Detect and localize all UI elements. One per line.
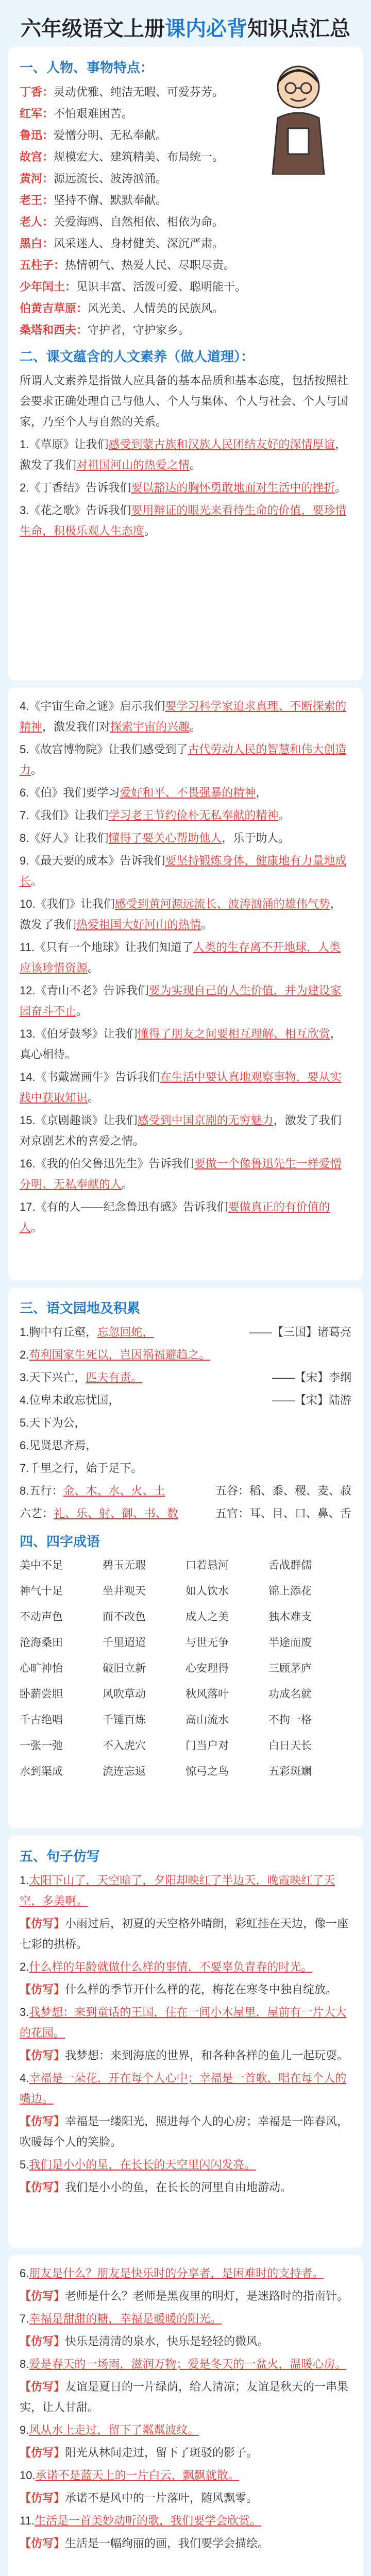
teacher-avatar-icon xyxy=(255,56,342,175)
quote-underlined: 礼、乐、射、御、书、数 xyxy=(54,1507,179,1520)
quote-text xyxy=(20,1390,120,1411)
people-name: 伯黄吉草原： xyxy=(20,302,88,315)
sentence-text: 爱是春天的一场雨，滋润万物；爱是冬天的一盆火，温暖心房。 xyxy=(29,2358,347,2370)
quote-source: 五官：耳、目、口、鼻、舌 xyxy=(215,1507,351,1520)
people-desc: 守护者，守护家乡。 xyxy=(88,324,190,336)
item-text: 《我们》让我们 xyxy=(29,809,109,822)
item-text: 。 xyxy=(201,918,213,931)
page-title xyxy=(8,5,363,47)
idiom: 惊弓之鸟 xyxy=(185,1766,229,1777)
sentence-text: 我梦想：来到童话的王国，住在一间小木屋里，屋前有一片大大的花园。 xyxy=(20,2006,347,2039)
people-item xyxy=(20,276,351,298)
item-text: 。 xyxy=(335,481,347,494)
imitation-text: 老师是什么？老师是黑夜里的明灯，是迷路时的指南针。 xyxy=(65,2290,349,2302)
title-suffix: 知识点汇总 xyxy=(247,18,350,40)
imitation-label: 【仿写】 xyxy=(20,2115,65,2128)
idiom: 高山流水 xyxy=(185,1714,229,1726)
section-people-heading: 一、人物、事物特点： xyxy=(20,60,154,75)
item-text: 《故宫博物院》让我们感受到了 xyxy=(29,743,188,756)
item-number: 9. xyxy=(20,854,29,867)
item-number: 17. xyxy=(20,1200,36,1213)
idiom: 碧玉无瑕 xyxy=(103,1560,146,1571)
imitation-label: 【仿写】 xyxy=(20,1983,65,1996)
sentence-example xyxy=(20,2263,351,2284)
idiom: 口若悬河 xyxy=(185,1560,229,1571)
item-text: 。 xyxy=(190,459,201,471)
theme-item xyxy=(20,851,351,892)
item-underlined: 要学习科学家追求真理、不断探索的精神 xyxy=(20,700,347,733)
item-underlined: 要做一个像鲁迅先生一样爱憎分明、无私奉献的人 xyxy=(20,1157,342,1191)
imitation-label: 【仿写】 xyxy=(20,2492,65,2504)
theme-item xyxy=(20,1154,351,1195)
sentence-example xyxy=(20,2155,351,2175)
imitation-text: 小雨过后，初夏的天空格外晴朗，彩虹挂在天边，像一座七彩的拱桥。 xyxy=(20,1917,349,1951)
people-desc: 热情朝气、热爱人民、尽职尽责。 xyxy=(65,259,235,272)
imitation-label: 【仿写】 xyxy=(20,2181,65,2194)
quote-source: ——【宋】陆游 xyxy=(272,1394,351,1406)
sentence-example xyxy=(20,2465,351,2486)
sentence-text: 生活是一首美妙动听的歌，我们要学会欣赏。 xyxy=(34,2514,261,2527)
quote-prefix: 天下兴亡， xyxy=(29,1371,86,1384)
idiom: 千里迢迢 xyxy=(103,1637,146,1649)
item-underlined: 探索宇宙的兴趣 xyxy=(110,720,190,733)
theme-item xyxy=(20,696,351,737)
card-characteristics xyxy=(8,47,363,681)
item-number: 7. xyxy=(20,809,29,822)
people-desc: 坚持不懈、默默奉献。 xyxy=(54,194,167,207)
theme-item xyxy=(20,828,351,849)
item-underlined: 懂得了要关心帮助他人 xyxy=(108,832,222,844)
sentence-number: 9. xyxy=(20,2424,29,2436)
quote-prefix: 见贤思齐焉， xyxy=(29,1439,97,1452)
imitation-text: 友谊是夏日的一片绿荫，给人清凉；友谊是秋天的一串果实，让人甘甜。 xyxy=(20,2380,349,2414)
item-text: 《只有一个地球》让我们知道了 xyxy=(34,941,193,954)
imitation-text: 我们是小小的鱼，在长长的河里自由地游动。 xyxy=(65,2181,292,2194)
theme-item xyxy=(20,1110,351,1151)
item-text: ，激发我们对 xyxy=(42,720,111,733)
sentence-example xyxy=(20,2354,351,2375)
people-desc: 风采迷人、身材健美、深沉严肃。 xyxy=(54,237,224,250)
quote-prefix: 千里之行，始于足下。 xyxy=(29,1462,143,1475)
people-desc: 风光美、人情美的民族风。 xyxy=(88,302,224,315)
item-number: 1. xyxy=(20,438,29,451)
sentence-number: 3. xyxy=(20,2006,29,2019)
item-underlined: 要做真正的有价值的人 xyxy=(20,1200,330,1234)
item-text: 。 xyxy=(31,764,43,776)
item-number: 13. xyxy=(20,1027,36,1040)
item-text: 《伯牙鼓琴》让我们 xyxy=(35,1027,138,1040)
people-name: 丁香： xyxy=(20,86,54,98)
theme-item xyxy=(20,783,351,803)
item-underlined: 要坚持锻炼身体，健康地有力量地成长 xyxy=(20,854,347,888)
quote-prefix: 位卑未敢忘忧国， xyxy=(29,1394,120,1406)
theme-item xyxy=(20,500,351,541)
idiom: 水到渠成 xyxy=(20,1766,63,1777)
theme-item xyxy=(20,1024,351,1065)
quote-source: ——【宋】李纲 xyxy=(272,1371,351,1384)
section-idioms-heading: 四、四字成语 xyxy=(20,1534,100,1549)
quotes-list xyxy=(20,1322,351,1524)
people-name: 黄河： xyxy=(20,172,54,185)
imitation xyxy=(20,2443,351,2463)
sentence-text: 幸福是一朵花，开在每个人心中；幸福是一首歌，唱在每个人的嘴边。 xyxy=(20,2072,347,2105)
item-text: 。 xyxy=(31,1221,43,1234)
people-desc: 关爱海鸥、自然相依、相依为命。 xyxy=(54,215,224,228)
imitation xyxy=(20,2177,351,2198)
quote-prefix: 天下为公， xyxy=(29,1416,86,1429)
item-underlined: 热爱祖国大好河山的热情 xyxy=(76,918,201,931)
item-text: 。 xyxy=(76,1005,88,1018)
imitation xyxy=(20,2488,351,2509)
people-name: 桑塔和西夫： xyxy=(20,324,88,336)
section-accumulation-heading: 三、语文园地及积累 xyxy=(20,1300,141,1316)
people-item xyxy=(20,255,351,276)
idiom: 千锤百炼 xyxy=(103,1714,146,1726)
idiom: 心安理得 xyxy=(185,1663,229,1674)
people-item xyxy=(20,190,351,211)
idiom: 不拘一格 xyxy=(268,1714,312,1726)
idiom: 不入虎穴 xyxy=(103,1740,146,1752)
idiom: 独木难支 xyxy=(268,1611,312,1623)
item-number: 16. xyxy=(20,1157,36,1170)
theme-item xyxy=(20,478,351,498)
item-text: 。 xyxy=(88,1091,99,1104)
item-text: 《花之歌》告诉我们 xyxy=(29,504,131,517)
idiom: 门当户对 xyxy=(185,1740,229,1752)
sentence-text: 朋友是什么？朋友是快乐时的分享者，是困难时的支持者。 xyxy=(29,2267,324,2280)
item-text: ，真心相待。 xyxy=(20,1027,342,1061)
imitation xyxy=(20,1979,351,2000)
imitation-text: 幸福是一缕阳光，照进每个人的心房；幸福是一阵春风，吹暖每个人的笑脸。 xyxy=(20,2115,349,2148)
section-theme-heading: 二、课文蕴含的人文素养（做人道理）： xyxy=(20,349,255,364)
section-sentence-heading: 五、句子仿写 xyxy=(20,1849,100,1864)
idiom: 千古绝唱 xyxy=(20,1714,63,1726)
item-underlined: 人类的生存离不开地球，人类应该珍惜资源 xyxy=(20,941,341,974)
item-text: 《书戴嵩画牛》告诉我们 xyxy=(35,1071,160,1083)
sentence-text: 承诺不是蓝天上的一片白云，飘飘就散。 xyxy=(35,2469,240,2482)
item-number: 12. xyxy=(20,984,36,997)
item-underlined: 要用辩证的眼光来看待生命的价值，要珍惜生命，积极乐观人生态度 xyxy=(20,504,347,537)
item-number: 11. xyxy=(20,941,35,954)
imitation-label: 【仿写】 xyxy=(20,2335,65,2348)
item-number: 8. xyxy=(20,832,29,844)
item-text: 《青山不老》告诉我们 xyxy=(35,984,149,997)
title-highlight: 课内必背 xyxy=(165,18,247,40)
imitation-label: 【仿写】 xyxy=(20,2380,65,2393)
idiom: 美中不足 xyxy=(20,1560,63,1571)
quote-source: ——【三国】诸葛亮 xyxy=(249,1326,351,1338)
imitation xyxy=(20,2286,351,2307)
quote-underlined: 忘忽回蛇， xyxy=(97,1326,154,1338)
card-sentence-imitation xyxy=(8,1836,363,2248)
quote-item xyxy=(20,1435,351,1456)
quote-text xyxy=(20,1435,97,1456)
item-text: ，激发了我们对京剧艺术的喜爱之情。 xyxy=(20,1114,342,1147)
card-sentence-imitation-continued xyxy=(8,2255,363,2576)
item-number: 3. xyxy=(20,504,29,517)
idiom: 不动声色 xyxy=(20,1611,63,1623)
quote-text xyxy=(20,1367,142,1388)
idiom: 一张一弛 xyxy=(20,1740,63,1752)
people-name: 五柱子： xyxy=(20,259,65,272)
item-text: 《我们》让我们 xyxy=(35,897,115,910)
item-text: 。 xyxy=(144,524,156,537)
sentence-number: 2. xyxy=(20,1960,29,1973)
item-underlined: 感受到蒙古族和汉族人民团结友好的深情厚谊 xyxy=(108,438,335,451)
title-prefix: 六年级语文上册 xyxy=(21,18,165,40)
theme-items-b xyxy=(20,696,351,1238)
quote-item xyxy=(20,1390,351,1411)
card-accumulation xyxy=(8,1287,363,1828)
people-name: 黑白： xyxy=(20,237,54,250)
sentence-text: 幸福是甜甜的糖，幸福是暖暖的阳光。 xyxy=(29,2312,222,2325)
theme-items-a xyxy=(20,434,351,541)
quote-text xyxy=(20,1503,178,1524)
item-underlined: 学习老王节约俭朴无私奉献的精神 xyxy=(108,809,279,822)
sentence-text: 什么样的年龄就做什么样的事情，不要辜负青春的时光。 xyxy=(29,1960,313,1973)
item-text: ，乐于助人。 xyxy=(222,832,290,844)
quote-source: 五谷：稻、黍、稷、麦、菽 xyxy=(215,1484,351,1497)
item-text: 《伯》我们要学习 xyxy=(29,786,120,799)
theme-item xyxy=(20,739,351,781)
quote-number: 1. xyxy=(20,1326,29,1338)
people-desc: 不怕艰难困苦。 xyxy=(54,107,133,120)
item-underlined: 懂得了朋友之间要相互理解、相互欣赏 xyxy=(137,1027,330,1040)
item-number: 4. xyxy=(20,700,29,713)
theme-item xyxy=(20,1197,351,1238)
quote-item xyxy=(20,1458,351,1479)
idiom: 三顾茅庐 xyxy=(268,1663,312,1674)
imitation-text: 快乐是清清的泉水，快乐是轻轻的微风。 xyxy=(65,2335,269,2348)
idiom: 五彩斑斓 xyxy=(268,1766,312,1777)
sentence-number: 10. xyxy=(20,2469,36,2482)
sentence-example xyxy=(20,1957,351,1977)
idiom: 心旷神怡 xyxy=(20,1663,63,1674)
item-number: 15. xyxy=(20,1114,36,1127)
theme-item xyxy=(20,937,351,978)
people-desc: 规模宏大、建筑精美、布局统一。 xyxy=(54,150,224,163)
people-item xyxy=(20,298,351,319)
theme-item xyxy=(20,980,351,1022)
quote-item xyxy=(20,1367,351,1388)
quote-number: 6. xyxy=(20,1439,29,1452)
item-underlined: 爱好和平、不畏强暴的精神 xyxy=(120,786,256,799)
imitation-text: 承诺不是风中的一片落叶，随风飘零。 xyxy=(65,2492,258,2504)
quote-item xyxy=(20,1413,351,1433)
imitation xyxy=(20,2331,351,2352)
idiom: 白日天长 xyxy=(268,1740,312,1752)
imitation xyxy=(20,2045,351,2066)
sentence-example xyxy=(20,2309,351,2329)
people-item xyxy=(20,211,351,233)
sentence-pairs-b xyxy=(20,2263,351,2554)
quote-underlined: 匹夫有责。 xyxy=(86,1371,143,1384)
idiom: 卧薪尝胆 xyxy=(20,1688,63,1700)
sentence-example xyxy=(20,1870,351,1911)
item-underlined: 对祖国河山的热爱之情 xyxy=(76,459,190,471)
imitation-label: 【仿写】 xyxy=(20,2290,65,2302)
item-text: ， xyxy=(256,786,267,799)
quote-item xyxy=(20,1322,351,1343)
idiom: 半途而废 xyxy=(268,1637,312,1649)
idiom: 秋风落叶 xyxy=(185,1688,229,1700)
quote-prefix: 六艺： xyxy=(20,1507,54,1520)
theme-item xyxy=(20,805,351,826)
quote-prefix: 五行： xyxy=(29,1484,63,1497)
people-item xyxy=(20,233,351,255)
people-item xyxy=(20,319,351,341)
quote-number: 3. xyxy=(20,1371,29,1384)
item-text: 《我的伯父鲁迅先生》告诉我们 xyxy=(35,1157,194,1170)
theme-item xyxy=(20,1067,351,1108)
item-number: 2. xyxy=(20,481,29,494)
sentence-example xyxy=(20,2420,351,2441)
sentence-number: 5. xyxy=(20,2158,29,2171)
quote-number: 2. xyxy=(20,1348,29,1361)
quote-underlined: 金、木、水、火、土 xyxy=(63,1484,165,1497)
quote-underlined: 苟利国家生死以，岂因祸福避趋之。 xyxy=(29,1348,211,1361)
imitation-text: 我梦想：来到海底的世界，和各种各样的鱼儿一起玩耍。 xyxy=(65,2049,349,2062)
quote-text xyxy=(20,1322,154,1343)
imitation xyxy=(20,1913,351,1955)
people-name: 故宫： xyxy=(20,150,54,163)
sentence-number: 4. xyxy=(20,2072,29,2084)
people-name: 鲁迅： xyxy=(20,129,54,142)
idiom: 舌战群儒 xyxy=(268,1560,312,1571)
people-desc: 见识丰富、活泼可爱、聪明能干。 xyxy=(76,280,247,293)
sentence-example xyxy=(20,2002,351,2043)
sentence-example xyxy=(20,2511,351,2531)
item-text: ，激发了我们 xyxy=(20,438,347,471)
item-text: 。 xyxy=(190,720,201,733)
item-text: 《京剧趣谈》让我们 xyxy=(35,1114,138,1127)
idiom: 面不改色 xyxy=(103,1611,146,1623)
item-text: 《有的人——纪念鲁迅有感》告诉我们 xyxy=(35,1200,228,1213)
idiom: 坐井观天 xyxy=(103,1585,146,1597)
theme-item xyxy=(20,894,351,935)
item-text: 《草原》让我们 xyxy=(29,438,109,451)
item-text: 。 xyxy=(278,809,290,822)
sentence-text: 风从水上走过，留下了粼粼波纹。 xyxy=(29,2424,199,2436)
quote-item xyxy=(20,1503,351,1524)
imitation xyxy=(20,2533,351,2554)
people-desc: 源远流长、波涛汹涌。 xyxy=(54,172,167,185)
item-underlined: 感受到黄河源远流长、波涛汹涌的雄伟气势 xyxy=(114,897,330,910)
people-desc: 爱憎分明、无私奉献。 xyxy=(54,129,167,142)
idiom: 功成名就 xyxy=(268,1688,312,1700)
idiom: 神气十足 xyxy=(20,1585,63,1597)
imitation-text: 阳光从林间走过，留下了斑驳的影子。 xyxy=(65,2446,258,2459)
imitation-label: 【仿写】 xyxy=(20,2049,65,2062)
people-name: 老人： xyxy=(20,215,54,228)
sentence-text: 太阳下山了，天空暗了，夕阳却映红了半边天，晚霞映红了天空，多美啊。 xyxy=(20,1874,335,1907)
people-name: 老王： xyxy=(20,194,54,207)
quote-number: 4. xyxy=(20,1394,29,1406)
idiom: 如人饮水 xyxy=(185,1585,229,1597)
imitation-text: 生活是一幅绚丽的画，我们要学会描绘。 xyxy=(65,2537,269,2550)
quote-number: 7. xyxy=(20,1462,29,1475)
sentence-number: 6. xyxy=(20,2267,29,2280)
imitation-label: 【仿写】 xyxy=(20,2446,65,2459)
imitation xyxy=(20,2111,351,2153)
idioms-grid xyxy=(20,1555,351,1782)
item-text: ，激发了我们 xyxy=(20,897,342,931)
item-underlined: 在生活中要认真地观察事物，要从实践中获取知识 xyxy=(20,1071,342,1104)
quote-number: 8. xyxy=(20,1484,29,1497)
item-text: 《好人》让我们 xyxy=(29,832,109,844)
theme-intro: 所谓人文素养是指做人应具备的基本品质和基本态度，包括按照社会要求正确处理自己与他人、个人与集体、个人与社会、个人与国家，乃至个人与自然的关系。 xyxy=(20,374,349,428)
quote-item xyxy=(20,1345,351,1365)
sentence-text: 我们是小小的星，在长长的天空里闪闪发亮。 xyxy=(29,2158,256,2171)
idiom: 成人之美 xyxy=(185,1611,229,1623)
idiom: 风吹草动 xyxy=(103,1688,146,1700)
quote-prefix: 胸中有丘壑， xyxy=(29,1326,97,1338)
idiom: 锦上添花 xyxy=(268,1585,312,1597)
item-number: 6. xyxy=(20,786,29,799)
item-text: 《宇宙生命之谜》启示我们 xyxy=(29,700,165,713)
people-name: 红军： xyxy=(20,107,54,120)
item-number: 5. xyxy=(20,743,29,756)
item-number: 10. xyxy=(20,897,36,910)
quote-text xyxy=(20,1481,165,1501)
card-theme-continued xyxy=(8,688,363,1280)
item-text: 《丁香结》告诉我们 xyxy=(29,481,131,494)
idiom: 与世无争 xyxy=(185,1637,229,1649)
item-underlined: 古代劳动人民的智慧和伟大创造力 xyxy=(20,743,347,776)
idiom: 沧海桑田 xyxy=(20,1637,63,1649)
item-text: 。 xyxy=(122,1178,133,1191)
sentence-pairs-a xyxy=(20,1870,351,2198)
quote-number: 5. xyxy=(20,1416,29,1429)
item-text: 。 xyxy=(88,961,99,974)
imitation-label: 【仿写】 xyxy=(20,1917,65,1930)
idiom: 流连忘返 xyxy=(103,1766,146,1777)
item-text: 。 xyxy=(31,875,43,888)
imitation-text: 什么样的季节开什么样的花，梅花在寒冬中独自绽放。 xyxy=(65,1983,338,1996)
imitation-label: 【仿写】 xyxy=(20,2537,65,2550)
people-desc: 灵动优雅、纯洁无暇、可爱芬芳。 xyxy=(54,86,224,98)
theme-item xyxy=(20,434,351,476)
item-number: 14. xyxy=(20,1071,36,1083)
quote-text xyxy=(20,1345,210,1365)
sentence-example xyxy=(20,2068,351,2109)
sentence-number: 7. xyxy=(20,2312,29,2325)
quote-text xyxy=(20,1413,86,1433)
imitation xyxy=(20,2377,351,2418)
sentence-number: 1. xyxy=(20,1874,29,1887)
sentence-number: 11. xyxy=(20,2514,35,2527)
item-text: 《最天要的成本》告诉我们 xyxy=(29,854,165,867)
item-underlined: 要以豁达的胸怀勇敢地面对生活中的挫折 xyxy=(131,481,335,494)
people-name: 少年闰土： xyxy=(20,280,77,293)
quote-text xyxy=(20,1458,142,1479)
quote-item xyxy=(20,1481,351,1501)
sentence-number: 8. xyxy=(20,2358,29,2370)
item-underlined: 感受到中国京剧的无穷魅力 xyxy=(137,1114,274,1127)
item-underlined: 要为实现自己的人生价值，并为建设家园奋斗不止 xyxy=(20,984,342,1018)
idiom: 破旧立新 xyxy=(103,1663,146,1674)
